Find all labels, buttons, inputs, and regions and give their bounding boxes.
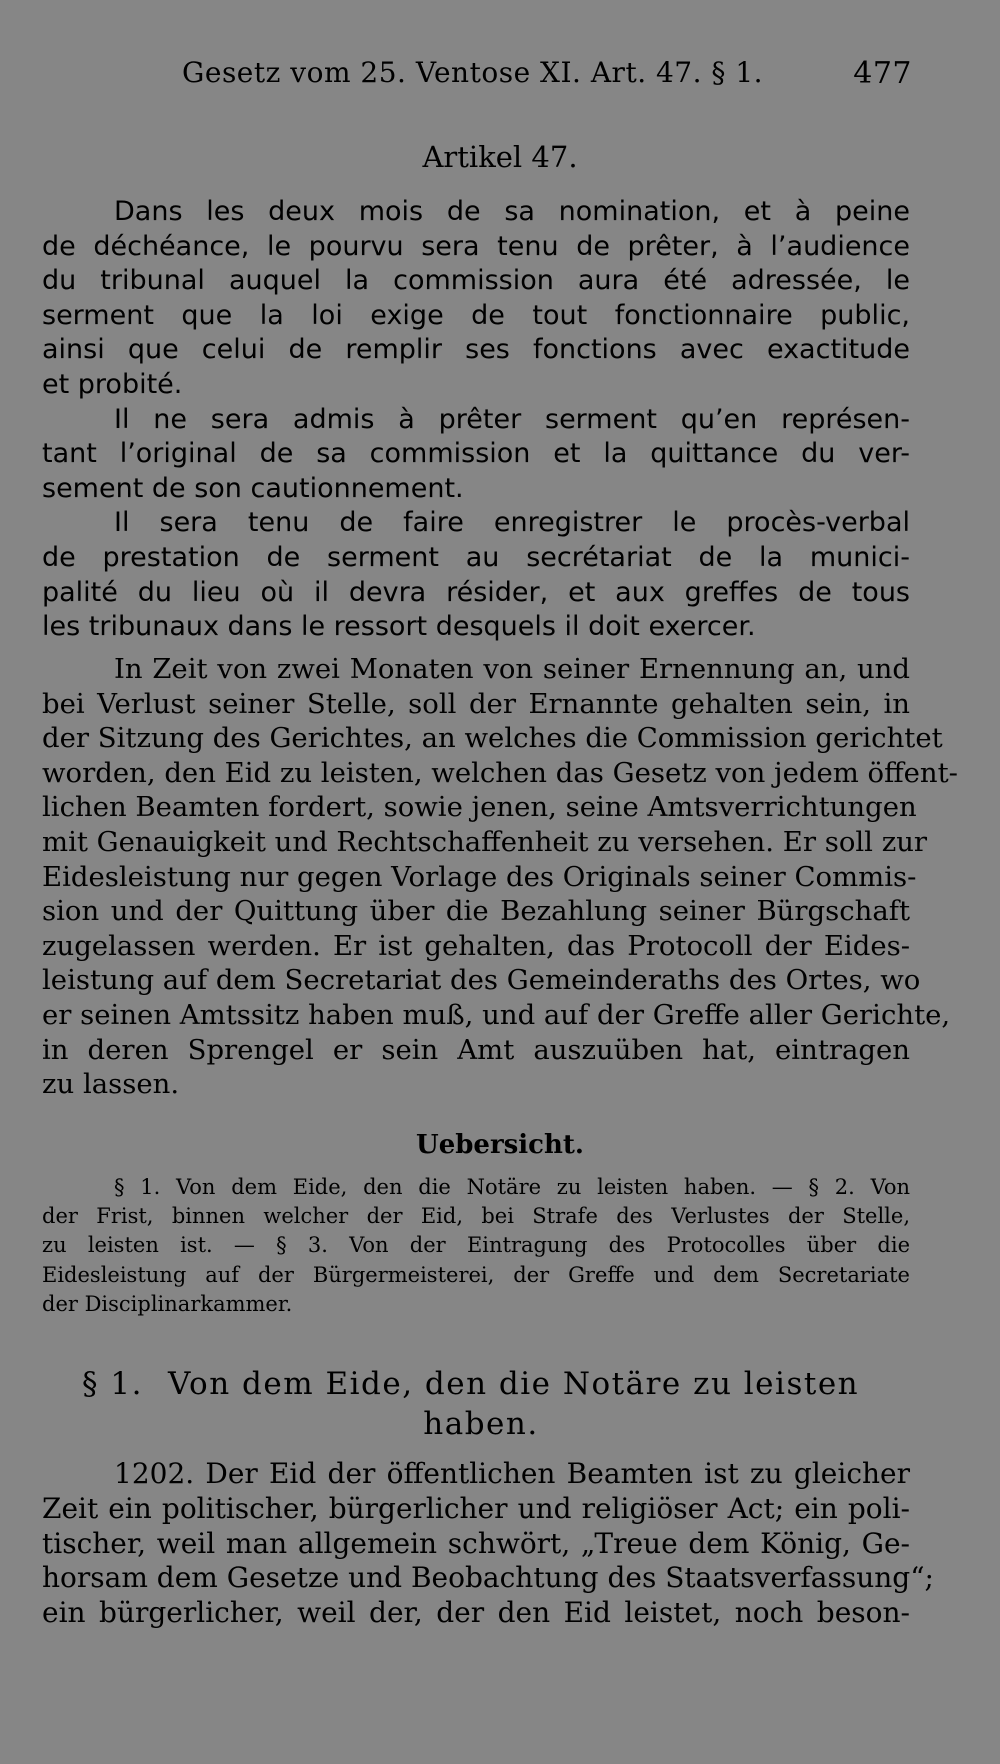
section-heading-title: Von dem Eide, den die Notäre zu leisten [168,1366,860,1402]
text-line: mit Genauigkeit und Rechtschaffenheit zu versehen. Er soll zur [42,825,928,858]
french-text [42,195,910,645]
text-line: zugelassen werden. Er ist gehalten, das Protocoll der Eides- [42,929,910,962]
text-line: ein bürgerlicher, weil der, der den Eid leistet, noch beson- [42,1596,910,1630]
running-head-title: Gesetz vom 25. Ventose XI. Art. 47. § 1. [182,56,764,89]
german-text [42,652,958,1102]
text-line: worden, den Eid zu leisten, welchen das Gesetz von jedem öffent- [42,756,958,789]
section-heading-line2: haben. [423,1406,539,1442]
text-line: horsam dem Gesetze und Beobachtung des Staatsverfassung“; [42,1561,934,1595]
text-line: sement de son cautionnement. [42,472,464,504]
text-line: der Disciplinarkammer. [42,1291,293,1316]
text-line: in deren Sprengel er sein Amt auszuüben hat, eintragen [42,1033,910,1066]
text-line: du tribunal auquel la commission aura été adressée, le [42,265,910,297]
text-line: er seinen Amtssitz haben muß, und auf der Greffe aller Gerichte, [42,998,951,1031]
text-line: palité du lieu où il devra résider, et aux greffes de tous [42,576,910,608]
text-line: der Sitzung des Gerichtes, an welches die Commission gerichtet [42,722,943,755]
text-line: Dans les deux mois de sa nomination, et à peine [114,196,910,227]
text-line: Eidesleistung nur gegen Vorlage des Originals seiner Commis- [42,860,917,893]
overview-text [42,1173,910,1319]
text-line: zu lassen. [42,1068,180,1101]
text-line: de déchéance, le pourvu sera tenu de prêter, à l’audience [42,230,910,262]
section-heading [82,1364,910,1444]
paragraph-1202 [42,1457,934,1631]
text-line: sion und der Quittung über die Bezahlung seiner Bürgschaft [42,895,910,928]
text-line: ainsi que celui de remplir ses fonctions avec exactitude [42,334,910,366]
page-number: 477 [853,56,912,91]
text-line: leistung auf dem Secretariat des Gemeinderaths des Ortes, wo [42,964,921,997]
text-line: de prestation de serment au secrétariat de la munici- [42,541,910,573]
text-line: et probité. [42,368,183,400]
text-line: Il sera tenu de faire enregistrer le procès-verbal [114,507,910,539]
text-line: serment que la loi exige de tout fonctionnaire public, [42,299,910,331]
text-line: 1202. Der Eid der öffentlichen Beamten ist zu gleicher [114,1457,910,1490]
section-heading-line1 [82,1364,910,1404]
text-line: lichen Beamten fordert, sowie jenen, seine Amtsverrichtungen [42,791,917,824]
text-line: bei Verlust seiner Stelle, soll der Ernannte gehalten sein, in [42,687,910,720]
text-line: der Frist, binnen welcher der Eid, bei Strafe des Verlustes der Stelle, [42,1204,910,1229]
text-line: zu leisten ist. — § 3. Von der Eintragung des Protocolles über die [42,1233,910,1258]
section-number: § 1. [82,1366,143,1402]
text-line: Il ne sera admis à prêter serment qu’en représen- [114,403,910,435]
text-line: tant l’original de sa commission et la quittance du ver- [42,438,910,470]
text-line: Zeit ein politischer, bürgerlicher und religiöser Act; ein poli- [42,1491,910,1525]
text-line: tischer, weil man allgemein schwört, „Treue dem König, Ge- [42,1526,910,1560]
text-line: Eidesleistung auf der Bürgermeisterei, der Greffe und dem Secretariate [42,1262,910,1287]
running-head [182,56,912,96]
text-line: In Zeit von zwei Monaten von seiner Ernennung an, und [114,653,910,685]
article-heading: Artikel 47. [422,140,578,174]
overview-heading: Uebersicht. [416,1130,584,1160]
text-line: les tribunaux dans le ressort desquels il doit exercer. [42,611,756,643]
text-line: § 1. Von dem Eide, den die Notäre zu leisten haben. — § 2. Von [114,1175,910,1199]
